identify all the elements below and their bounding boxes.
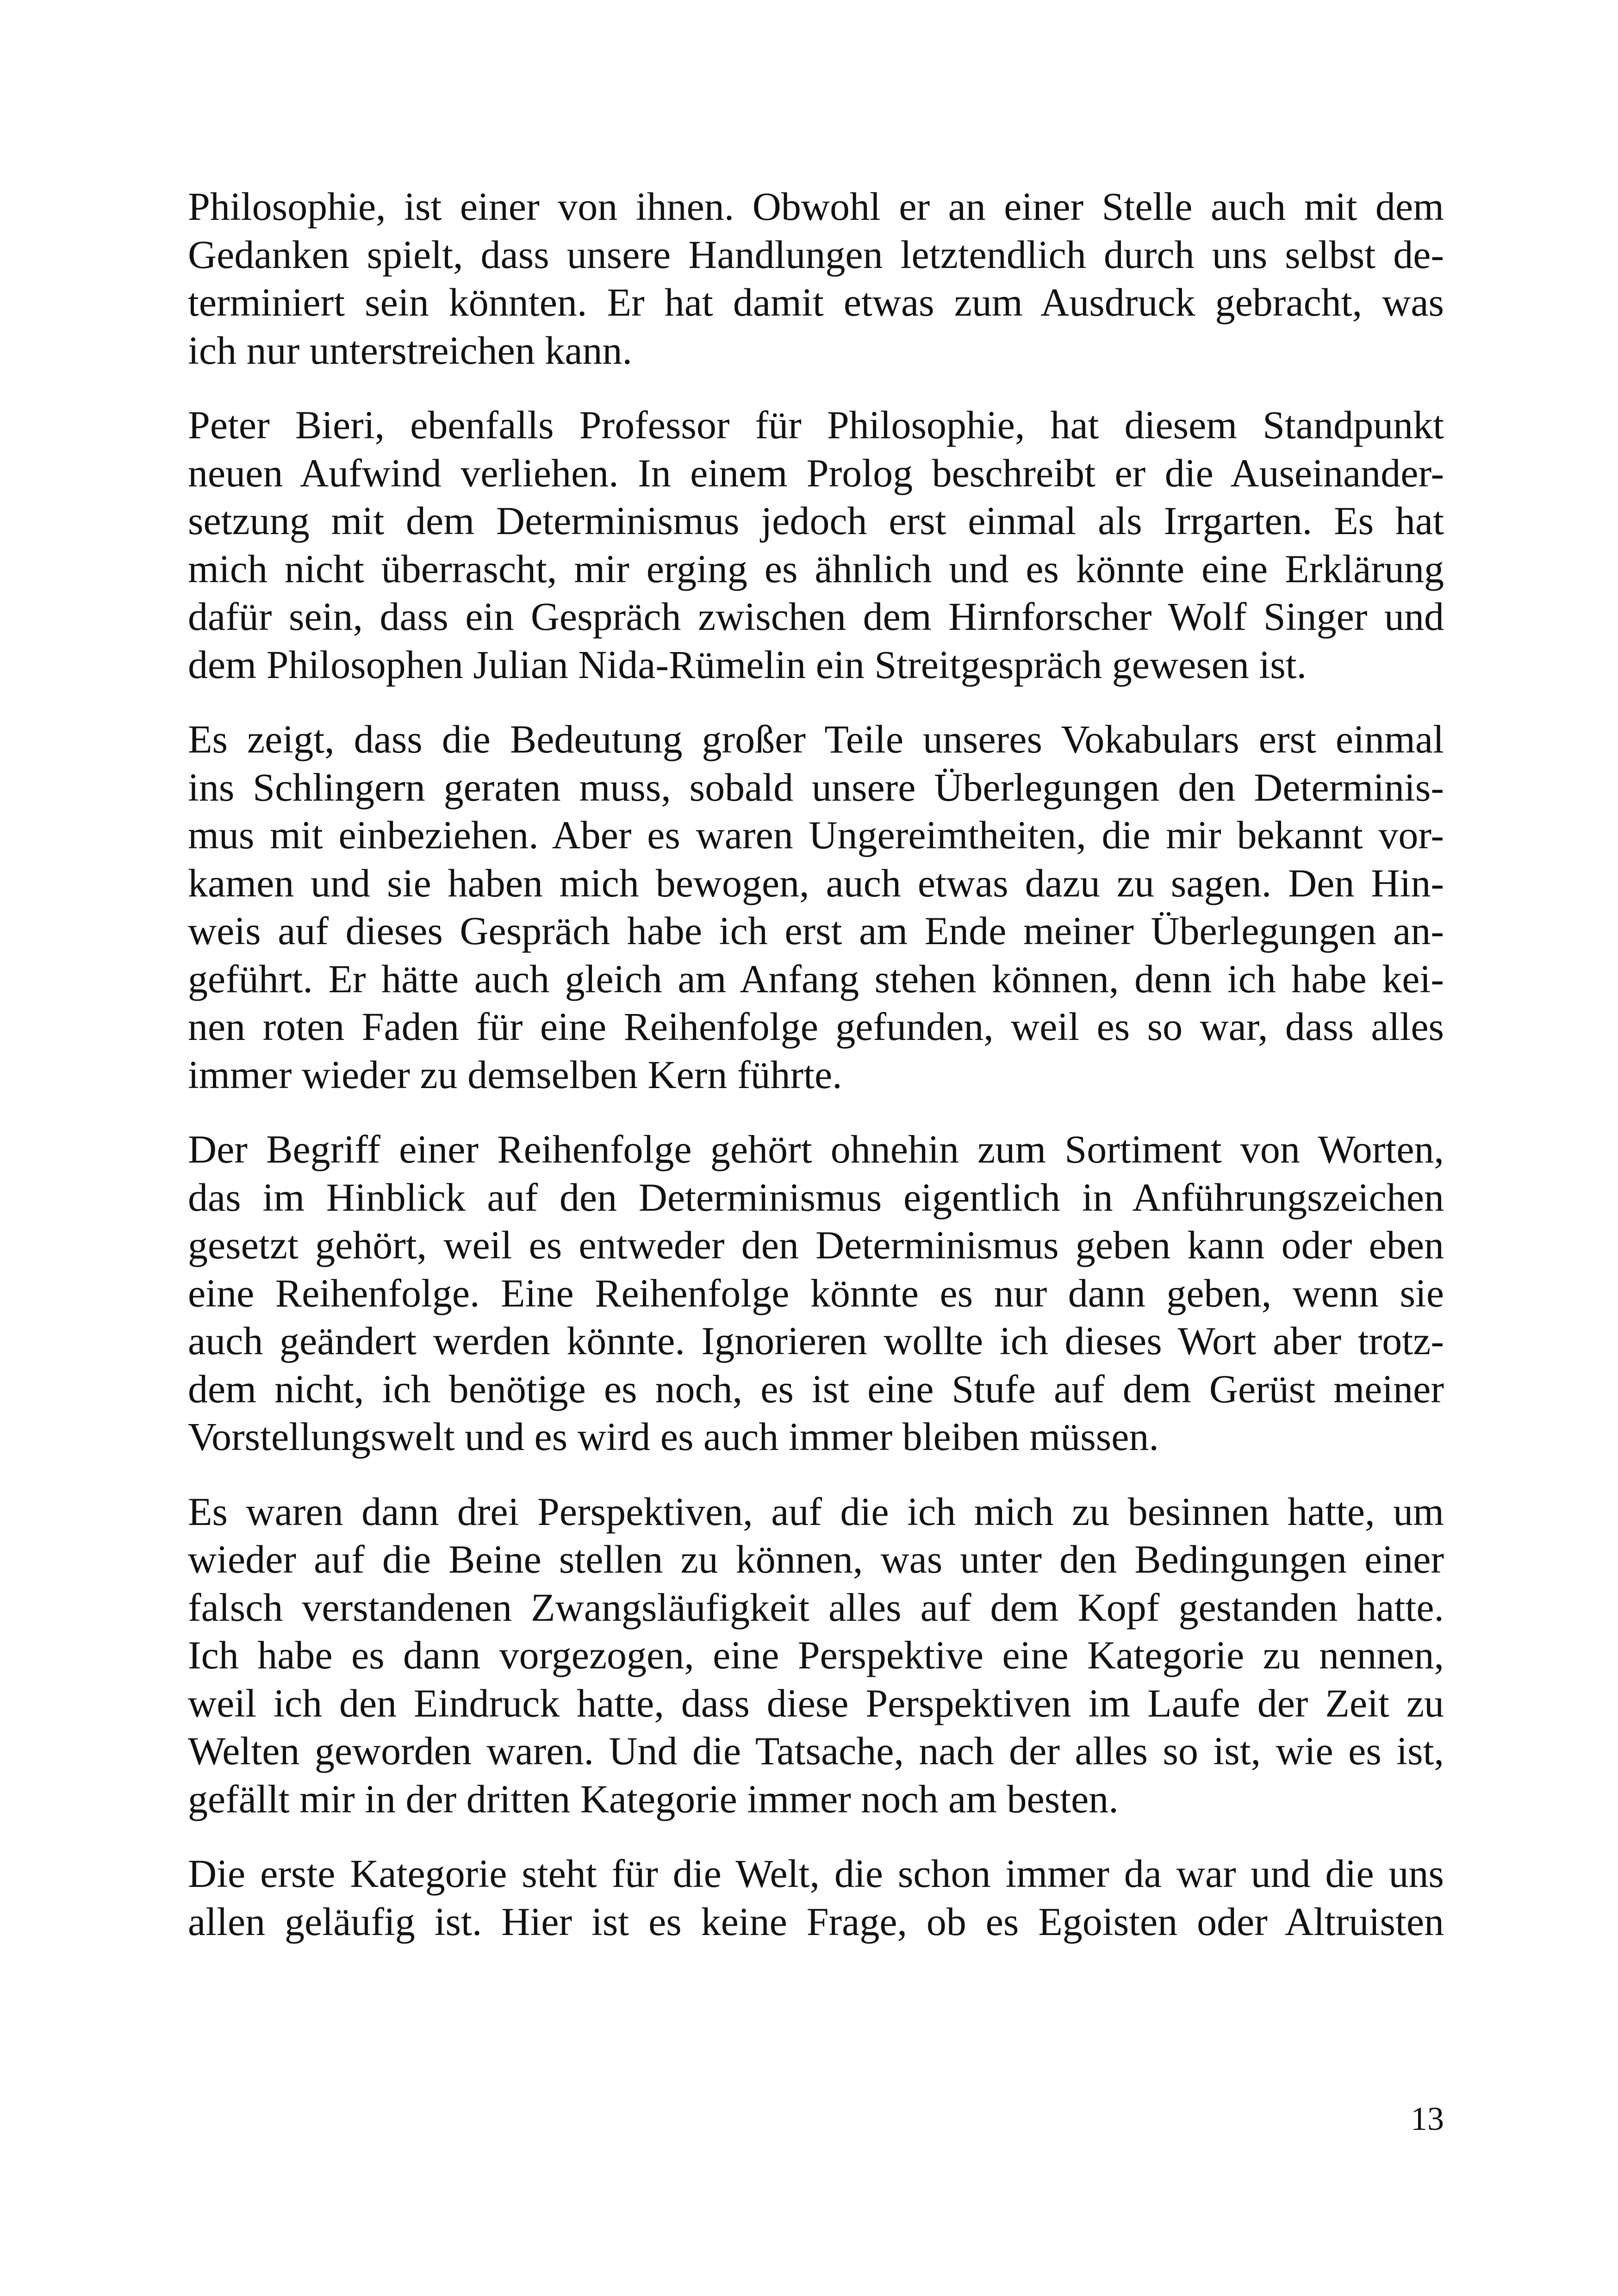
text-line: allen geläufig ist. Hier ist es keine Frage, ob es Egoisten oder Altruisten xyxy=(188,1899,1444,1944)
text-line: dafür sein, dass ein Gespräch zwischen dem Hirnforscher Wolf Singer und xyxy=(188,594,1444,639)
text-line: immer wieder zu demselben Kern führte. xyxy=(188,1052,842,1097)
text-line: Peter Bieri, ebenfalls Professor für Philosophie, hat diesem Standpunkt xyxy=(188,403,1444,447)
text-line: mus mit einbeziehen. Aber es waren Ungereimtheiten, die mir bekannt vor- xyxy=(188,813,1444,857)
paragraph xyxy=(188,1850,1444,1946)
text-line: Philosophie, ist einer von ihnen. Obwohl er an einer Stelle auch mit dem xyxy=(188,184,1444,229)
text-line: weil ich den Eindruck hatte, dass diese Perspektiven im Laufe der Zeit zu xyxy=(188,1680,1444,1725)
text-line: eine Reihenfolge. Eine Reihenfolge könnte es nur dann geben, wenn sie xyxy=(188,1270,1444,1315)
page-number: 13 xyxy=(1411,2100,1444,2137)
text-line: geführt. Er hätte auch gleich am Anfang stehen können, denn ich habe kei- xyxy=(188,956,1444,1001)
paragraph xyxy=(188,716,1444,1099)
text-line: auch geändert werden könnte. Ignorieren wollte ich dieses Wort aber trotz- xyxy=(188,1319,1444,1363)
text-line: neuen Aufwind verliehen. In einem Prolog beschreibt er die Auseinander- xyxy=(188,450,1444,495)
text-line: wieder auf die Beine stellen zu können, was unter den Bedingungen einer xyxy=(188,1537,1444,1581)
text-line: Welten geworden waren. Und die Tatsache, nach der alles so ist, wie es ist, xyxy=(188,1729,1444,1773)
text-line: Ich habe es dann vorgezogen, eine Perspektive eine Kategorie zu nennen, xyxy=(188,1633,1444,1677)
text-line: terminiert sein könnten. Er hat damit etwas zum Ausdruck gebracht, was xyxy=(188,280,1444,324)
text-line: kamen und sie haben mich bewogen, auch etwas dazu zu sagen. Den Hin- xyxy=(188,860,1444,905)
text-line: ich nur unterstreichen kann. xyxy=(188,328,632,373)
text-line: gesetzt gehört, weil es entweder den Determinismus geben kann oder eben xyxy=(188,1223,1444,1267)
paragraph xyxy=(188,1126,1444,1461)
text-line: das im Hinblick auf den Determinismus eigentlich in Anführungszeichen xyxy=(188,1175,1444,1220)
paragraph xyxy=(188,183,1444,374)
text-line: Es waren dann drei Perspektiven, auf die ich mich zu besinnen hatte, um xyxy=(188,1489,1444,1534)
text-line: Die erste Kategorie steht für die Welt, die schon immer da war und die uns xyxy=(188,1851,1444,1896)
text-line: Es zeigt, dass die Bedeutung großer Teile unseres Vokabulars erst einmal xyxy=(188,717,1444,761)
text-line: nen roten Faden für eine Reihenfolge gefunden, weil es so war, dass alles xyxy=(188,1004,1444,1049)
text-line: mich nicht überrascht, mir erging es ähnlich und es könnte eine Erklärung xyxy=(188,546,1444,591)
paragraph xyxy=(188,401,1444,689)
paragraph xyxy=(188,1488,1444,1823)
text-line: weis auf dieses Gespräch habe ich erst am Ende meiner Überlegungen an- xyxy=(188,908,1444,953)
text-line: dem Philosophen Julian Nida-Rümelin ein Streitgespräch gewesen ist. xyxy=(188,642,1307,687)
body-text xyxy=(188,183,1444,1972)
text-line: Vorstellungswelt und es wird es auch immer bleiben müssen. xyxy=(188,1414,1159,1459)
text-line: falsch verstandenen Zwangsläufigkeit alles auf dem Kopf gestanden hatte. xyxy=(188,1585,1444,1630)
text-line: ins Schlingern geraten muss, sobald unsere Überlegungen den Determinis- xyxy=(188,765,1444,809)
text-line: gefällt mir in der dritten Kategorie immer noch am besten. xyxy=(188,1776,1119,1821)
text-line: dem nicht, ich benötige es noch, es ist eine Stufe auf dem Gerüst meiner xyxy=(188,1366,1444,1411)
text-line: Der Begriff einer Reihenfolge gehört ohnehin zum Sortiment von Worten, xyxy=(188,1127,1444,1171)
text-line: Gedanken spielt, dass unsere Handlungen letztendlich durch uns selbst de- xyxy=(188,232,1444,277)
text-line: setzung mit dem Determinismus jedoch erst einmal als Irrgarten. Es hat xyxy=(188,498,1444,543)
